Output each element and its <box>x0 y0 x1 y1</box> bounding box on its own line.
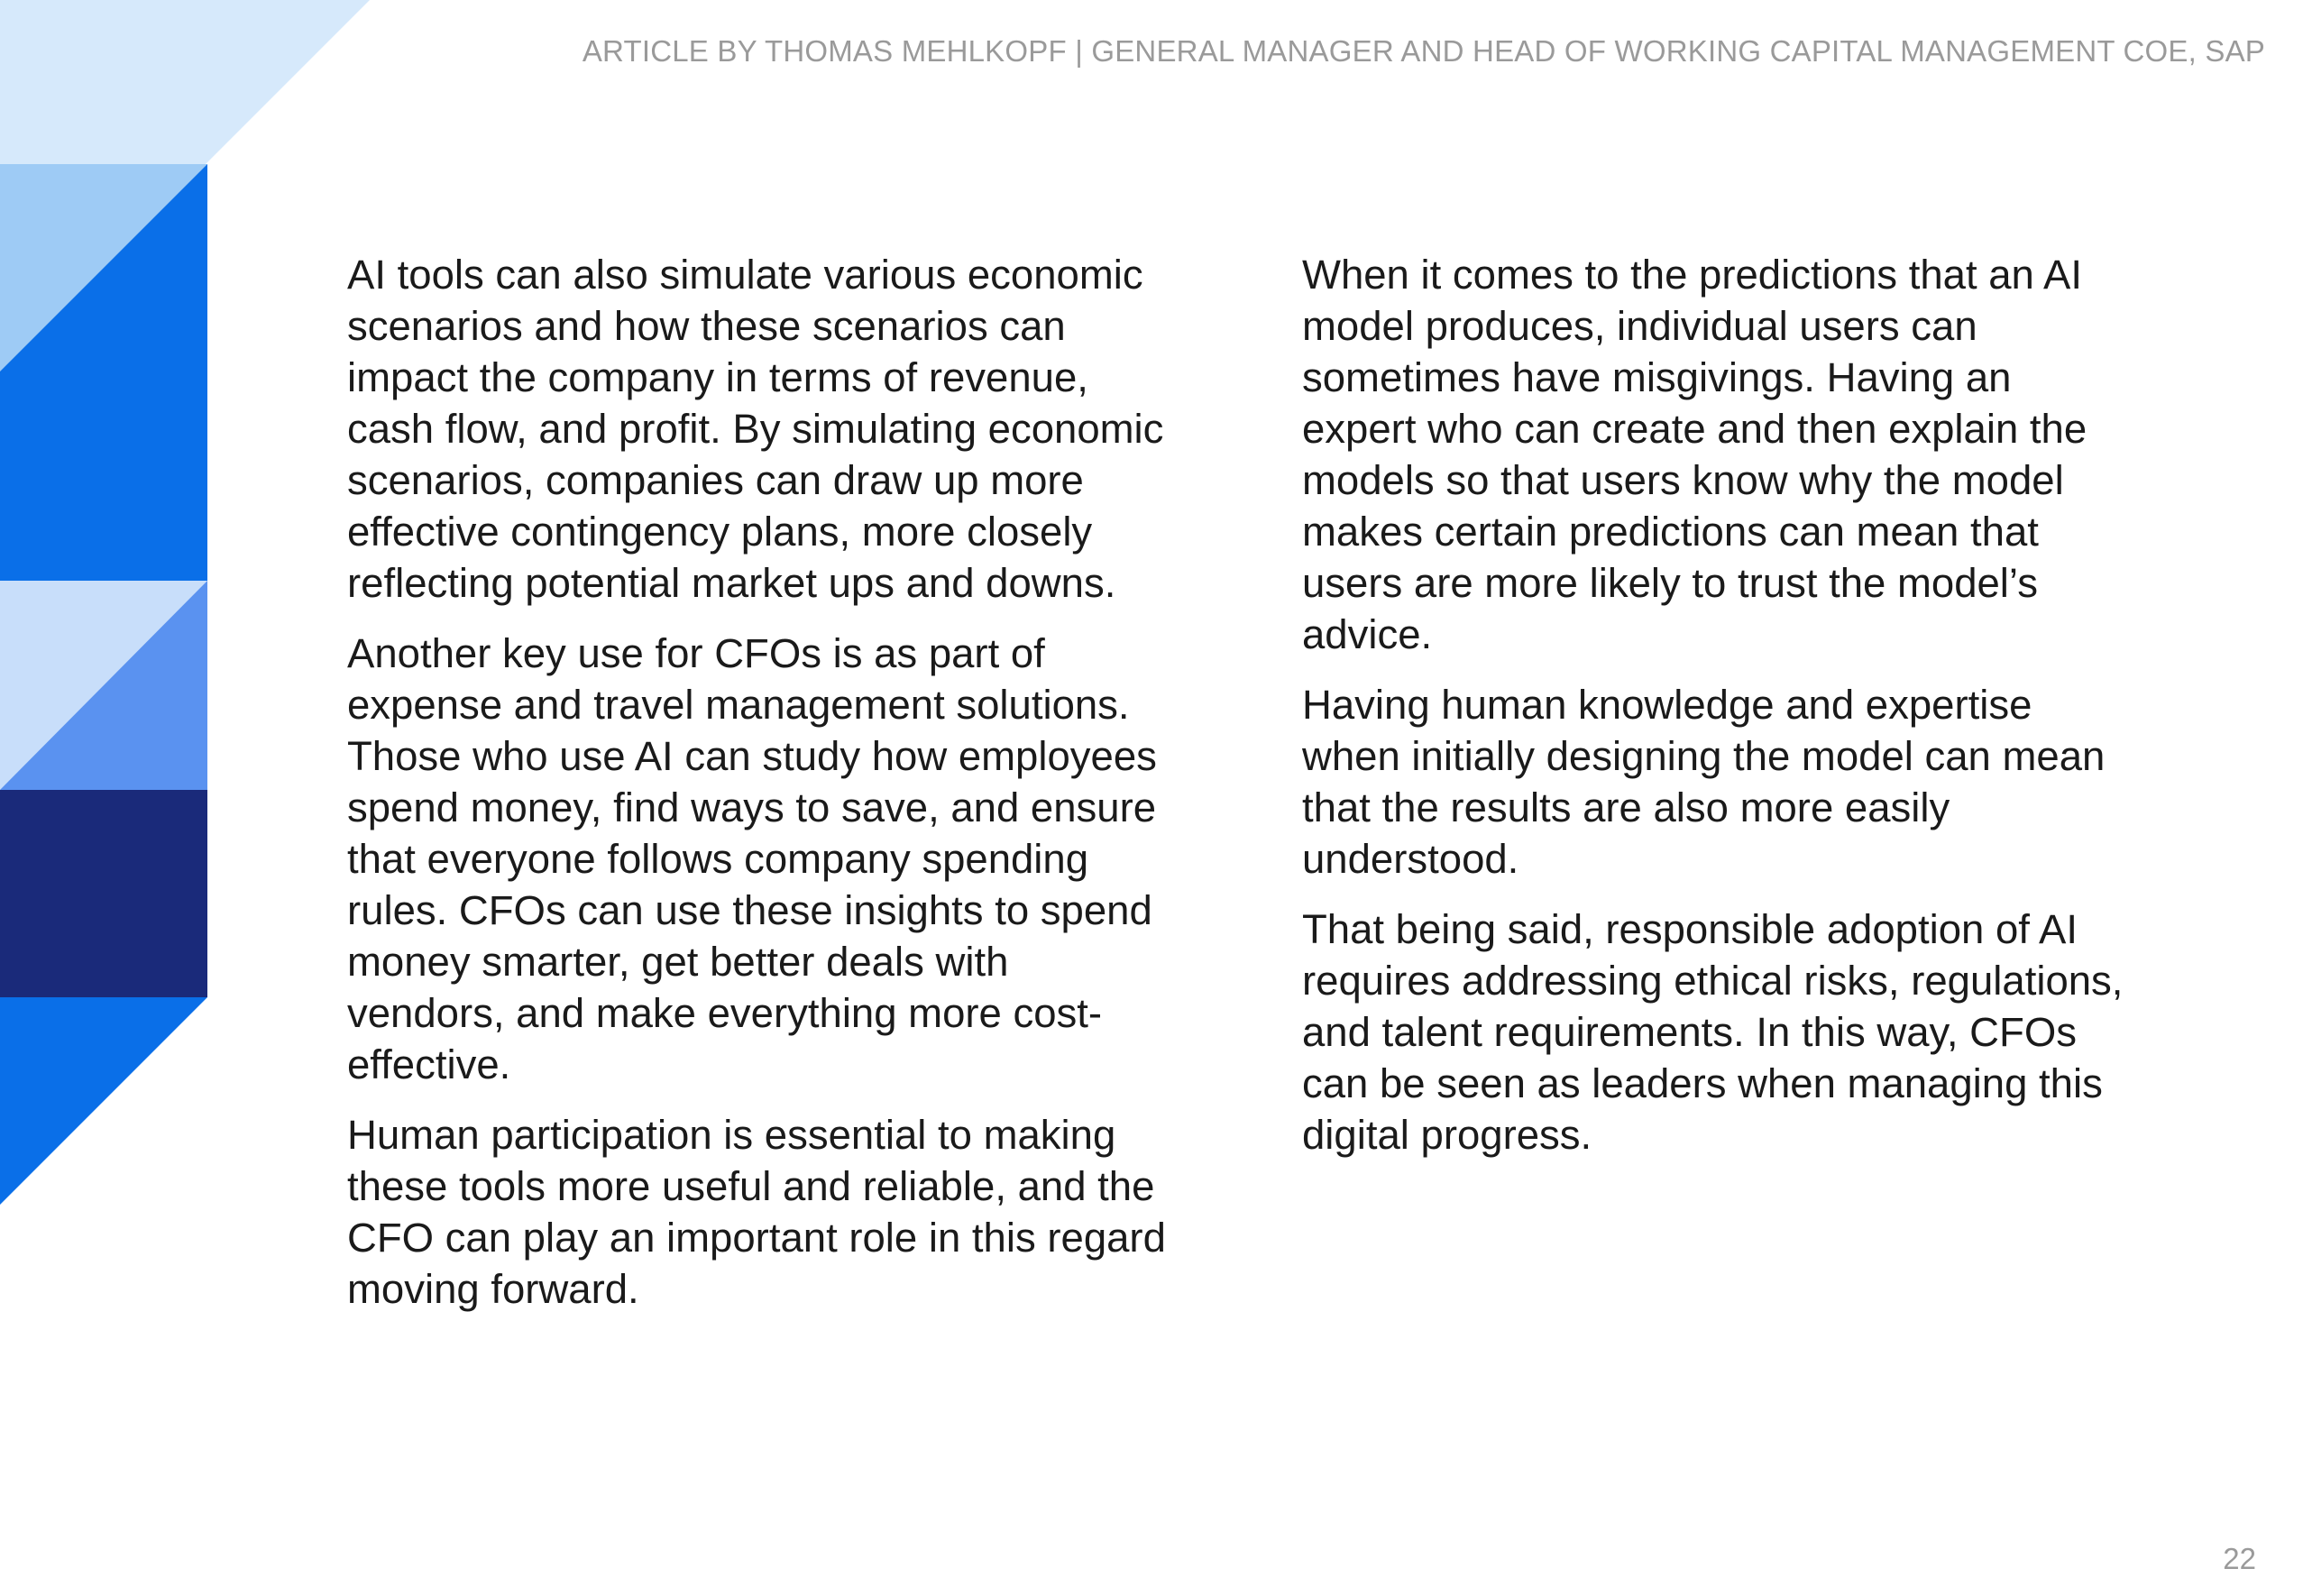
paragraph: Human participation is essential to making these tools more useful and reliable, and the CFO can play an important role in this regard moving forward. <box>347 1112 1166 1312</box>
decorative-geometric-band <box>0 0 379 1208</box>
paragraph: That being said, responsible adoption of AI requires addressing ethical risks, regulations, and talent requirements. In this way, CFOs can be seen as leaders when managing this digital progress. <box>1302 906 2124 1158</box>
decor-bright-block <box>0 371 207 581</box>
paragraph: When it comes to the predictions that an AI model produces, individual users can sometimes have misgivings. Having an expert who can create and then explain the models so that users know why the model makes certain predictions can mean that users are more likely to trust the model’s advice. <box>1302 252 2087 657</box>
article-right-column <box>1302 249 2132 1179</box>
article-byline: ARTICLE BY THOMAS MEHLKOPF | GENERAL MANAGER AND HEAD OF WORKING CAPITAL MANAGEMENT COE, SAP <box>582 34 2265 68</box>
decor-top-light-shape <box>0 0 370 164</box>
article-left-column <box>347 249 1177 1334</box>
paragraph: Another key use for CFOs is as part of expense and travel management solutions. Those who use AI can study how employees spend money, find ways to save, and ensure that everyone follows company spending rules. CFOs can use these insights to spend money smarter, get better deals with vendors, and make everything more cost-effective. <box>347 630 1157 1087</box>
decor-navy-block <box>0 790 207 997</box>
decor-bright-triangle-2 <box>0 997 207 1205</box>
page-number: 22 <box>2223 1542 2256 1575</box>
paragraph: Having human knowledge and expertise when initially designing the model can mean that the results are also more easily understood. <box>1302 682 2106 882</box>
paragraph: AI tools can also simulate various economic scenarios and how these scenarios can impact the company in terms of revenue, cash flow, and profit. By simulating economic scenarios, companies can draw up more effective contingency plans, more closely reflecting potential market ups and downs. <box>347 252 1164 606</box>
